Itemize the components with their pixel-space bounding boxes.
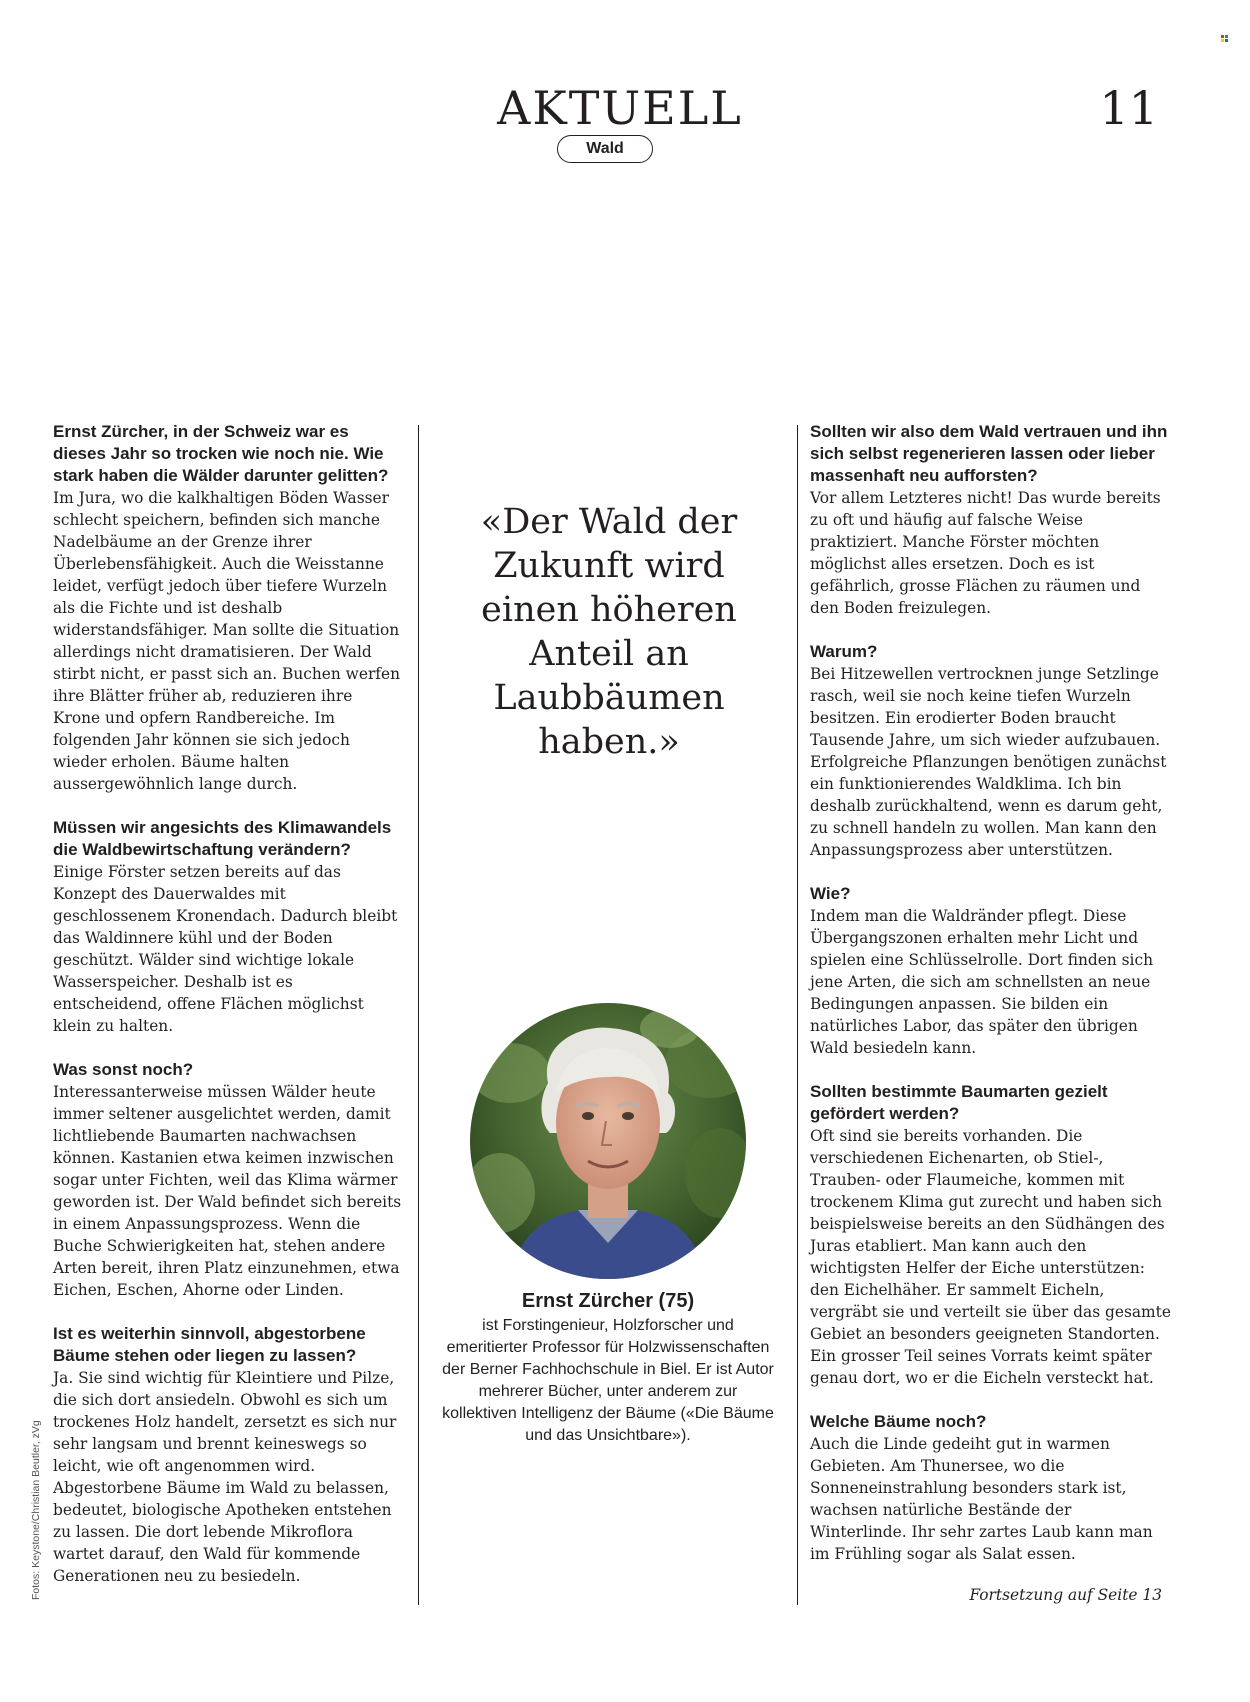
section-title: AKTUELL xyxy=(497,81,743,135)
interview-answer: Ja. Sie sind wichtig für Kleintiere und Pilze, die sich dort ansiedeln. Obwohl es sich um trockenes Holz handelt, zersetzt es sich nur sehr langsam und brennt keineswegs so leicht, wie oft angenommen wird. Abgestorbene Bäume im Wald zu belassen, bedeutet, biologische Apotheken entstehen zu lassen. Die dort lebende Mikroflora wartet darauf, den Wald für kommende Generationen neu zu besiedeln. xyxy=(53,1369,397,1585)
bio-name: Ernst Zürcher (75) xyxy=(521,1290,695,1312)
photo-credit: Fotos: Keystone/Christian Beutler, zVg xyxy=(30,1420,42,1600)
bio-text: ist Forstingenieur, Holzforscher und emeritierter Professor für Holzwissenschaften der Berner Fachhochschule in Biel. Er ist Autor mehrerer Bücher, unter anderem zur kollektiven Intelligenz der Bäume («Die Bäume und das Unsichtbare»). xyxy=(442,1317,774,1444)
column-divider-left xyxy=(418,425,419,1605)
interview-question: Sollten wir also dem Wald vertrauen und ihn sich selbst regenerieren lassen oder lieber massenhaft neu aufforsten? xyxy=(810,422,1168,485)
interview-question: Ist es weiterhin sinnvoll, abgestorbene Bäume stehen oder liegen zu lassen? xyxy=(53,1324,366,1365)
interview-question: Sollten bestimmte Baumarten gezielt gefördert werden? xyxy=(810,1082,1108,1123)
interview-answer: Im Jura, wo die kalkhaltigen Böden Wasser schlecht speichern, befinden sich manche Nadelbäume an der Grenze ihrer Überlebensfähigkeit. Auch die Weisstanne leidet, verfügt jedoch über tiefere Wurzeln als die Fichte und ist deshalb widerstandsfähiger. Man sollte die Situation allerdings nicht dramatisieren. Der Wald stirbt nicht, er passt sich an. Buchen werfen ihre Blätter früher ab, reduzieren ihre Krone und opfern Randbereiche. Im folgenden Jahr können sie sich jedoch wieder erholen. Bäume halten aussergewöhnlich lange durch. xyxy=(53,489,401,793)
interview-question: Welche Bäume noch? xyxy=(810,1412,987,1431)
color-registration-mark xyxy=(1221,35,1228,42)
interview-answer: Vor allem Letzteres nicht! Das wurde bereits zu oft und häufig auf falsche Weise praktiziert. Manche Förster möchten möglichst alles ersetzen. Doch es ist gefährlich, grosse Flächen zu räumen und den Boden freizulegen. xyxy=(810,489,1161,617)
interview-answer: Indem man die Waldränder pflegt. Diese Übergangszonen erhalten mehr Licht und spielen eine Schlüsselrolle. Dort finden sich jene Arten, die sich am schnellsten an neue Bedingungen anpassen. Sie bilden ein natürliches Labor, das später den übrigen Wald besiedeln kann. xyxy=(810,907,1153,1057)
interview-answer: Einige Förster setzen bereits auf das Konzept des Dauerwaldes mit geschlossenem Kronendach. Dadurch bleibt das Waldinnere kühl und der Boden geschützt. Wälder sind wichtige lokale Wasserspeicher. Deshalb ist es entscheidend, offene Flächen möglichst klein zu halten. xyxy=(53,863,398,1035)
interview-answer: Interessanterweise müssen Wälder heute immer seltener ausgelichtet werden, damit lichtliebende Baumarten nachwachsen können. Kastanien etwa keimen inzwischen sogar unter Fichten, weil das Klima wärmer geworden ist. Der Wald befindet sich bereits in einem Anpassungsprozess. Wenn die Buche Schwierigkeiten hat, stehen andere Arten bereit, ihren Platz einzunehmen, etwa Eichen, Eschen, Ahorne oder Linden. xyxy=(53,1083,402,1299)
column-divider-right xyxy=(797,425,798,1605)
pull-quote: «Der Wald der Zukunft wird einen höheren Anteil an Laubbäumen haben.» xyxy=(480,502,738,762)
interview-question: Was sonst noch? xyxy=(53,1060,194,1079)
interview-question: Warum? xyxy=(810,642,878,661)
interview-column-right xyxy=(810,421,1172,1587)
interview-answer: Auch die Linde gedeiht gut in warmen Gebieten. Am Thunersee, wo die Sonneneinstrahlung besonders stark ist, wachsen natürliche Bestände der Winterlinde. Ihr sehr zartes Laub kann man im Frühling sogar als Salat essen. xyxy=(810,1435,1153,1563)
interview-answer: Oft sind sie bereits vorhanden. Die verschiedenen Eichenarten, ob Stiel-, Trauben- oder Flaumeiche, kommen mit trockenem Klima gut zurecht und haben sich beispielsweise bereits an den Südhängen des Juras etabliert. Man kann auch den wichtigsten Helfer der Eiche unterstützen: den Eichelhäher. Er sammelt Eicheln, vergräbt sie und verteilt sie über das gesamte Gebiet an besonders geeigneten Standorten. Ein grosser Teil seines Vorrats keimt später genau dort, wo er die Eicheln versteckt hat. xyxy=(810,1127,1171,1387)
continuation-note[interactable]: Fortsetzung auf Seite 13 xyxy=(969,1586,1162,1604)
portrait-photo xyxy=(470,1003,746,1279)
rubric-tag: Wald xyxy=(557,135,653,163)
interview-question: Ernst Zürcher, in der Schweiz war es dieses Jahr so trocken wie noch nie. Wie stark haben die Wälder darunter gelitten? xyxy=(53,422,389,485)
interview-question: Wie? xyxy=(810,884,851,903)
interview-answer: Bei Hitzewellen vertrocknen junge Setzlinge rasch, weil sie noch keine tiefen Wurzeln besitzen. Ein erodierter Boden braucht Tausende Jahre, um sich wieder aufzubauen. Erfolgreiche Pflanzungen benötigen zunächst ein funktionierendes Waldklima. Ich bin deshalb zurückhaltend, wenn es darum geht, zu schnell handeln zu wollen. Man kann den Anpassungsprozess aber unterstützen. xyxy=(810,665,1167,859)
interview-question: Müssen wir angesichts des Klimawandels die Waldbewirtschaftung verändern? xyxy=(53,818,392,859)
page-number: 11 xyxy=(1099,81,1158,135)
interview-column-left xyxy=(53,421,403,1609)
